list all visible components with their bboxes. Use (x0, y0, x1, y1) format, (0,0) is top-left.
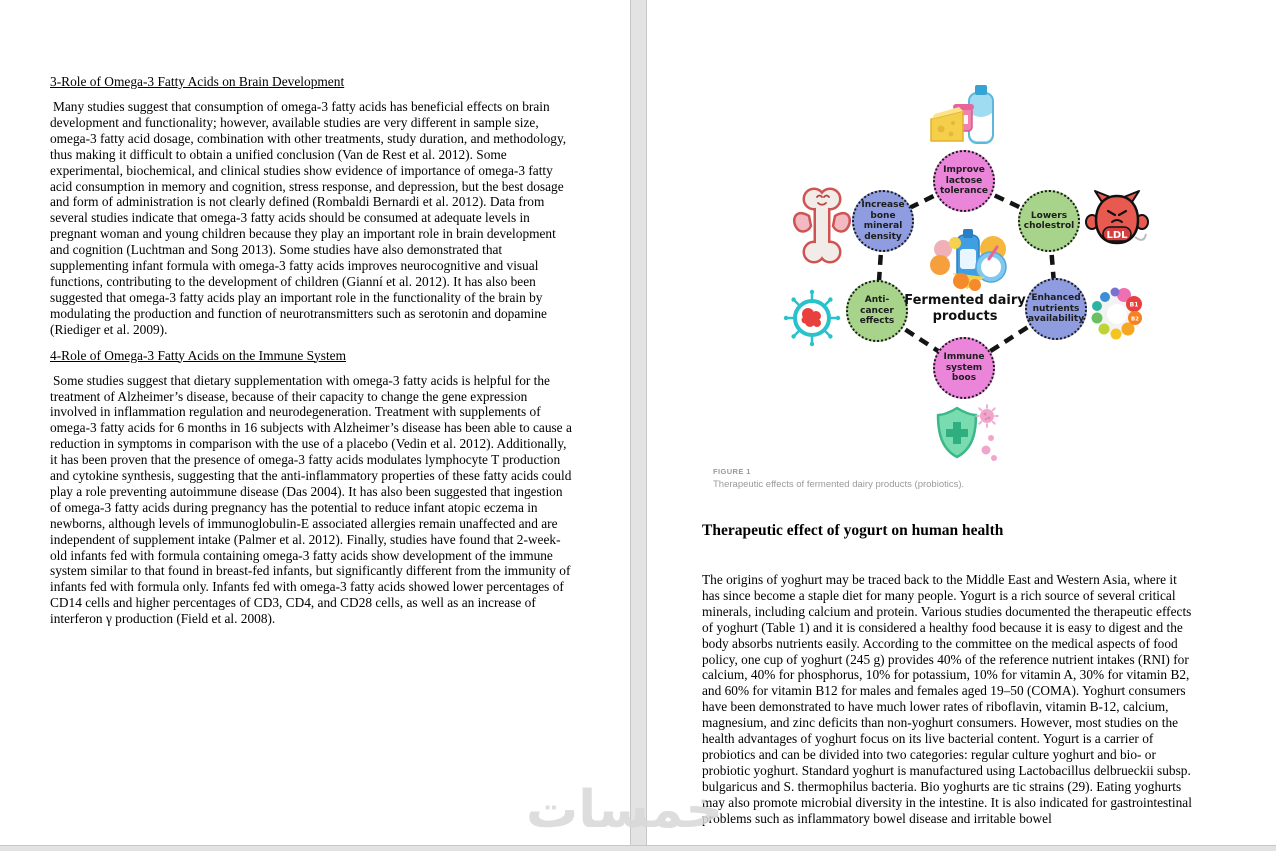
immune-shield-icon (931, 402, 999, 464)
ldl-devil-icon (1085, 187, 1149, 251)
figure-node-bone-density (852, 190, 914, 252)
cancer-cell-icon (783, 285, 841, 349)
figure-node-lowers-cholesterol (1018, 190, 1080, 252)
left-text-column (0, 0, 630, 627)
yogurt-section-heading: Therapeutic effect of yogurt on human health (702, 522, 1004, 539)
figure-node-immune-boost (933, 337, 995, 399)
vitamin-b1-label: B1 (1129, 301, 1139, 309)
figure-node-label: Anti-cancer effects (859, 295, 895, 327)
section-heading-immune-system: 4-Role of Omega-3 Fatty Acids on the Immune System (50, 347, 347, 363)
figure-node-label: Immune system boos (943, 352, 985, 384)
figure-center-label: Fermented dairy products (904, 293, 1026, 324)
vitamin-b2-label: B2 (1130, 316, 1140, 323)
figure-node-label: Enhanced nutrients availability (1027, 293, 1085, 325)
figure-node-label: Increase bone mineral density (861, 200, 905, 242)
dairy-products-icon (929, 83, 999, 145)
dairy-cluster-icon (927, 229, 1013, 291)
document-page-right[interactable] (647, 0, 1276, 845)
page-divider (630, 0, 647, 851)
figure-1-diagram (783, 83, 1163, 473)
figure-node-anti-cancer (846, 280, 908, 342)
section-body-brain-development: Many studies suggest that consumption of omega-3 fatty acids has beneficial effects on brain development and functionality; however, available studies are very different in sample size, omega-3 fatty acid dosage, combination with other treatments, study duration, and methodology, thus making it difficult to obtain a unified conclusion (Van de Rest et al. 2012). Some experimental, biochemical, and clinical studies show evidence of importance of omega-3 fatty acid consumption in memory and cognition, stress response, and depression, but the best dosage and form of administration is not clearly defined (Rombaldi Bernardi et al. 2012). Data from several studies indicate that omega-3 fatty acids should be consumed at adequate levels in pregnant woman and young children because they play an important role in brain development and cognition (Luchtman and Song 2013). Some studies have also demonstrated that supplementing infant formula with omega-3 fatty acids improves neurocognitive and visual functions, contributing to the development of children (Gianní et al. 2012). It has also been suggested that omega-3 fatty acids play an important role in the functionality of the brain by modulating the production and function of neurotransmitters such as serotonin and dopamine (Riediger et al. 2009). (50, 99, 567, 337)
page-bottom-boundary (0, 845, 1276, 851)
ldl-label: LDL (1106, 230, 1128, 241)
figure-caption-label: FIGURE 1 (713, 467, 751, 476)
document-page-left[interactable] (0, 0, 630, 845)
figure-node-label: Improve lactose tolerance (939, 165, 989, 197)
figure-node-label: Lowers cholestrol (1023, 210, 1075, 231)
vitamins-ring-icon (1089, 287, 1145, 341)
section-heading-brain-development: 3-Role of Omega-3 Fatty Acids on Brain Development (50, 74, 345, 89)
khamsat-watermark: خمسات (526, 780, 724, 840)
figure-caption-text: Therapeutic effects of fermented dairy products (probiotics). (713, 479, 965, 490)
figure-node-enhanced-nutrients (1025, 278, 1087, 340)
bone-strength-icon (791, 182, 853, 268)
figure-node-improve-lactose (933, 150, 995, 212)
yogurt-section-body: The origins of yoghurt may be traced back to the Middle East and Western Asia, where it has since become a staple diet for many people. Yogurt is a rich source of several critical minerals, including calcium and protein. Various studies documented the therapeutic effects of yoghurt (Table 1) and it is considered a healthy food because it is easy to digest and the body absorbs nutrients easily. According to the committee on the medical aspects of food policy, one cup of yoghurt (245 g) provides 40% of the reference nutrient intakes (RNI) for calcium, 40% for phosphorus, 10% for potassium, 10% for vitamin A, 30% for vitamin B2, and 60% for vitamin B12 for males and females aged 19–50 (COMA). Yoghurt consumers have been demonstrated to have much lower rates of riboflavin, vitamin B-12, calcium, magnesium, and zinc deficits than non-yoghurt consumers. However, most studies on the health advantages of yoghurt focus on its live bacterial content. Yogurt is a carrier of probiotics and can be divided into two categories: regular culture yoghurt and bio- or probiotic yoghurt. Standard yoghurt is manufactured using Lactobacillus delbrueckii subsp. bulgaricus and S. thermophilus bacteria. Bio yoghurts are tic strains (29). Eating yoghurts may also promote microbial diversity in the intestine. It is also indicated for gastrointestinal problems such as inflammatory bowel disease and irritable bowel (702, 572, 1192, 826)
section-body-immune-system: Some studies suggest that dietary supplementation with omega-3 fatty acids is helpful for the treatment of Alzheimer’s disease, because of their capacity to change the gene expression involved in inflammation regulation and neurodegeneration. Treatment with supplements of omega-3 fatty acids for 6 months in 16 subjects with Alzheimer’s disease has been able to cause a reduction in symptoms in comparison with the use of a placebo (Vedin et al. 2012). Additionally, it has been proven that the presence of omega-3 fatty acids modulates lymphocyte T production and cytokine synthesis, suggesting that the anti-inflammatory properties of these fatty acids could play a role preventing autoimmune disease (Das 2004). It has also been suggested that ingestion of omega-3 fatty acids during pregnancy has the potential to reduce infant atopic eczema in newborns, although levels of immunoglobulin-E associated allergies remain unaffected and are independent of supplement intake (Palmer et al. 2012). Finally, studies have found that 2-week-old infants fed with formula containing omega-3 fatty acids show development of the immune system similar to that found in breast-fed infants, but significantly different from the immunity of infants fed with formula only. Infants fed with omega-3 fatty acids showed lower percentages of CD14 cells and higher percentages of CD3, CD4, and CD28 cells, as well as an increase of interferon γ production (Field et al. 2008). (50, 372, 572, 627)
